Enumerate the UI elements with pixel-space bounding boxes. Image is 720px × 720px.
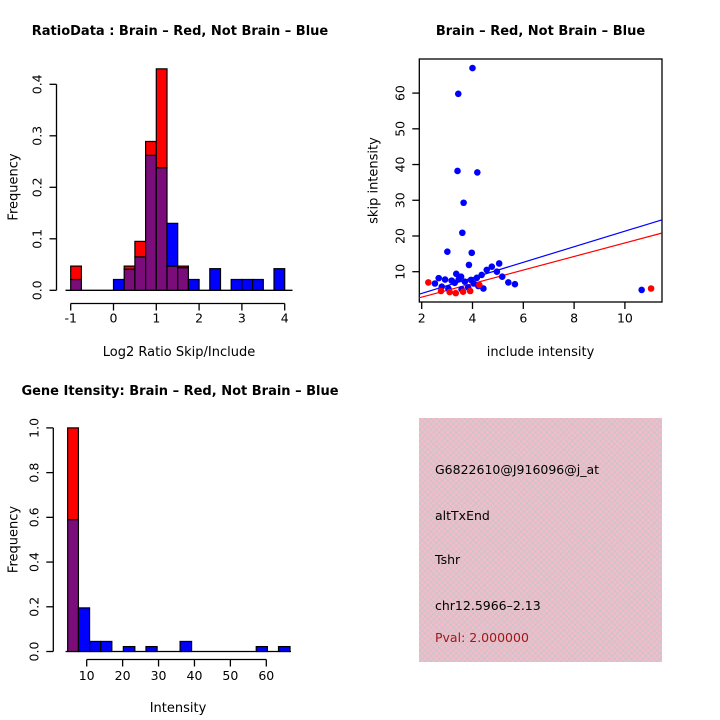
x-tick-label: 1 [152,310,161,326]
hist-bar [124,266,135,269]
gene-intensity-histogram-xlabel: Intensity [149,701,207,716]
ratio-histogram-plot-area [30,69,293,326]
y-tick-label: 30 [392,192,408,209]
scatter-point-blue [638,287,645,294]
gene-name-text: Tshr [435,552,461,567]
hist-bar [253,279,264,290]
hist-bar [180,641,191,651]
intensity-scatter-title: Brain – Red, Not Brain – Blue [435,24,646,39]
x-tick-label: 20 [114,668,131,683]
scatter-point-blue [474,274,481,281]
y-tick-label: 60 [392,85,408,102]
scatter-point-blue [444,248,451,255]
hist-bar [279,647,290,652]
x-tick-label: 2 [417,310,426,326]
hist-bar [124,269,135,290]
gene-intensity-histogram-title: Gene Itensity: Brain – Red, Not Brain – Blue [21,384,339,399]
hist-bar [71,279,82,290]
hist-bar [146,141,157,155]
scatter-point-blue [474,169,481,176]
scatter-point-red [446,289,453,296]
gene-intensity-histogram-plot-area [27,418,292,683]
y-tick-label: 0.0 [29,280,45,301]
fit-line-red [419,233,662,298]
scatter-point-blue [469,65,476,72]
hist-bar [242,279,253,290]
hist-bar [178,266,189,268]
ratio-histogram-xlabel: Log2 Ratio Skip/Include [102,345,256,360]
hist-bar [71,266,82,279]
hist-bar [78,608,89,652]
scatter-point-blue [512,281,519,288]
hist-bar [68,428,79,520]
scatter-point-blue [483,267,490,274]
hist-bar [210,269,221,291]
scatter-point-blue [451,279,458,286]
intensity-scatter-plot-area [393,59,663,326]
intensity-scatter-xlabel: include intensity [486,345,595,360]
hist-bar [114,279,125,290]
y-tick-label: 0.1 [29,228,45,249]
intensity-scatter-panel [367,24,663,360]
x-tick-label: 6 [519,310,528,326]
scatter-point-blue [468,249,475,256]
gene-intensity-histogram-panel [7,384,339,716]
scatter-point-blue [454,168,461,175]
y-tick-label: 0.4 [26,552,42,573]
y-tick-label: 50 [392,120,408,137]
x-tick-label: 4 [468,310,477,326]
pval-text: Pval: 2.000000 [435,630,529,645]
hist-bar [231,279,242,290]
hist-bar [188,279,199,290]
location-text: chr12.5966–2.13 [435,598,541,613]
scatter-point-blue [466,262,473,269]
y-tick-label: 0.2 [29,177,45,198]
y-tick-label: 20 [392,228,408,244]
hist-bar [178,268,189,291]
y-tick-label: 0.6 [26,507,42,528]
scatter-point-red [425,279,432,286]
hist-bar [146,647,157,652]
scatter-point-red [648,285,655,292]
intensity-scatter-ylabel: skip intensity [366,137,382,224]
scatter-point-blue [442,276,449,283]
y-tick-label: 10 [392,263,408,280]
hist-bar [156,69,167,168]
x-tick-label: 50 [222,668,239,683]
hist-bar [90,641,101,651]
y-tick-label: 0.2 [26,596,42,617]
x-tick-label: 30 [150,668,167,683]
x-tick-label: 60 [258,668,275,683]
ratio-histogram-panel [7,24,329,360]
gene-info-panel [419,418,662,662]
scatter-point-red [452,290,459,297]
probe-id-text: G6822610@J916096@j_at [435,462,600,477]
hist-bar [167,223,178,266]
x-tick-label: 40 [186,668,203,683]
y-tick-label: 0.4 [29,74,45,95]
event-type-text: altTxEnd [435,508,490,523]
scatter-point-blue [505,279,512,286]
x-tick-label: 2 [195,310,204,326]
hist-bar [135,257,146,290]
hist-bar [274,269,285,291]
gene-intensity-histogram-ylabel: Frequency [6,505,22,574]
x-tick-label: 4 [280,310,289,326]
scatter-point-blue [494,268,501,275]
x-tick-label: 10 [616,310,633,326]
scatter-point-blue [496,260,503,267]
scatter-point-blue [462,278,469,285]
ratio-histogram-title: RatioData : Brain – Red, Not Brain – Blue [31,24,329,39]
scatter-point-blue [435,275,442,282]
scatter-point-red [460,288,467,295]
hist-bar [101,641,112,651]
x-tick-label: 8 [570,310,579,326]
hist-bar [68,520,79,652]
y-tick-label: 0.8 [26,462,42,483]
x-tick-label: -1 [64,310,77,326]
x-tick-label: 10 [78,668,95,683]
hist-bar [135,241,146,256]
x-tick-label: 3 [237,310,246,326]
scatter-point-blue [432,280,439,287]
x-tick-label: 0 [109,310,118,326]
y-tick-label: 40 [392,156,408,173]
y-tick-label: 0.0 [26,641,42,662]
scatter-point-red [467,288,474,295]
hist-bar [146,155,157,290]
hist-bar [156,168,167,291]
scatter-point-blue [499,273,506,280]
scatter-point-red [438,288,445,295]
scatter-point-red [476,282,483,289]
ratio-histogram-ylabel: Frequency [6,153,22,221]
hist-bar [256,647,267,652]
hist-bar [167,266,178,290]
scatter-point-blue [455,91,462,98]
y-tick-label: 0.3 [29,125,45,146]
hist-bar [123,647,134,652]
scatter-point-blue [459,229,466,236]
y-tick-label: 1.0 [26,417,42,438]
scatter-point-blue [460,199,467,206]
